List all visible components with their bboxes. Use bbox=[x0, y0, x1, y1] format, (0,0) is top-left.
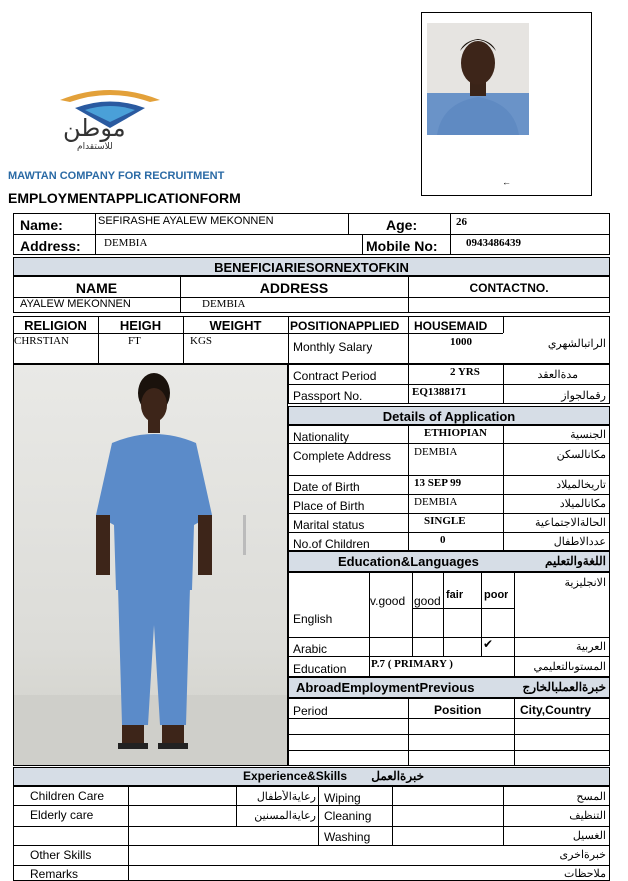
education-value: P.7 ( PRIMARY ) bbox=[371, 658, 453, 670]
arabic-label: Arabic bbox=[293, 642, 328, 656]
passport-label: Passport No. bbox=[293, 389, 363, 403]
education-header-title: Education&Languages bbox=[338, 554, 479, 569]
good-label: good bbox=[414, 594, 441, 608]
pob-value: DEMBIA bbox=[414, 496, 458, 508]
weight-value: KGS bbox=[190, 335, 213, 347]
position-value: HOUSEMAID bbox=[414, 319, 488, 333]
abroad-country-label: City,Country bbox=[520, 703, 592, 717]
abroad-period-label: Period bbox=[293, 704, 328, 718]
address-label: Address: bbox=[20, 238, 81, 254]
weight-label: WEIGHT bbox=[209, 318, 262, 333]
full-body-photo bbox=[13, 364, 288, 766]
children-value: 0 bbox=[440, 534, 446, 546]
arabic-arabic: العربية bbox=[575, 641, 606, 653]
applicant-address: DEMBIA bbox=[104, 237, 148, 249]
religion-label: RELIGION bbox=[24, 318, 87, 333]
small-mark: ← bbox=[502, 177, 511, 187]
passport-value: EQ1388171 bbox=[412, 386, 467, 398]
complete-address-value: DEMBIA bbox=[414, 446, 458, 458]
dob-label: Date of Birth bbox=[293, 480, 360, 494]
complete-address-label: Complete Address bbox=[293, 449, 392, 463]
washing-label: Washing bbox=[324, 830, 371, 844]
dob-value: 13 SEP 99 bbox=[414, 477, 462, 489]
logo-arabic-sub: للاستقدام bbox=[77, 142, 113, 152]
passport-arabic: رقمالجواز bbox=[561, 390, 606, 402]
education-header-arabic: اللغةوالتعليم bbox=[545, 554, 606, 568]
remarks-label: Remarks bbox=[30, 867, 79, 881]
vgood-label: v.good bbox=[370, 594, 406, 608]
marital-label: Marital status bbox=[293, 518, 365, 532]
children-arabic: عددالاطفال bbox=[553, 536, 606, 548]
company-logo bbox=[55, 80, 165, 160]
religion-value: CHRSTIAN bbox=[14, 335, 70, 347]
period-label: Contract Period bbox=[293, 369, 377, 383]
details-header-title: Details of Application bbox=[382, 409, 516, 424]
height-label: HEIGH bbox=[119, 318, 162, 333]
abroad-position-label: Position bbox=[434, 703, 482, 717]
form-title: EMPLOYMENTAPPLICATIONFORM bbox=[8, 190, 241, 206]
washing-arabic: الغسيل bbox=[572, 830, 606, 842]
kin-col-address: ADDRESS bbox=[259, 280, 329, 296]
pob-label: Place of Birth bbox=[293, 499, 365, 513]
period-value: 2 YRS bbox=[450, 366, 480, 378]
kin-name: AYALEW MEKONNEN bbox=[20, 298, 131, 310]
mobile-label: Mobile No: bbox=[366, 238, 438, 254]
cleaning-label: Cleaning bbox=[324, 809, 372, 823]
salary-value: 1000 bbox=[450, 336, 472, 348]
logo-arabic-name: موطن bbox=[63, 114, 126, 142]
kin-address: DEMBIA bbox=[202, 298, 246, 310]
education-label: Education bbox=[293, 662, 347, 676]
salary-label: Monthly Salary bbox=[293, 340, 373, 354]
nationality-arabic: الجنسية bbox=[570, 429, 606, 441]
wiping-arabic: المسح bbox=[576, 791, 606, 803]
passport-photo-frame bbox=[421, 12, 592, 196]
position-label: POSITIONAPPLIED bbox=[290, 319, 400, 333]
pob-arabic: مكانالميلاد bbox=[559, 498, 606, 510]
dob-arabic: تاريخالميلاد bbox=[556, 479, 606, 491]
other-skills-label: Other Skills bbox=[30, 848, 92, 862]
elderly-care-label: Elderly care bbox=[30, 808, 94, 822]
abroad-header-arabic: خبرةالعملبالخارج bbox=[522, 680, 606, 694]
kin-col-name: NAME bbox=[75, 280, 118, 296]
experience-header-title: Experience&Skills bbox=[243, 769, 348, 783]
wiping-label: Wiping bbox=[324, 791, 361, 805]
poor-label: poor bbox=[484, 589, 509, 601]
name-label: Name: bbox=[20, 217, 63, 233]
experience-header-arabic: خبرةالعمل bbox=[371, 769, 424, 783]
children-care-arabic: رعايةالأطفال bbox=[256, 791, 316, 803]
kin-col-contact: CONTACTNO. bbox=[469, 281, 549, 295]
age-label: Age: bbox=[386, 217, 418, 233]
kin-header-title: BENEFICIARIESORNEXTOFKIN bbox=[214, 260, 409, 275]
other-skills-arabic: خبرةاخرى bbox=[559, 849, 606, 861]
applicant-age: 26 bbox=[456, 216, 467, 228]
cleaning-arabic: التنظيف bbox=[569, 810, 606, 822]
nationality-value: ETHIOPIAN bbox=[424, 427, 487, 439]
education-arabic: المستوىالتعليمي bbox=[533, 661, 606, 673]
arabic-check: ✔ bbox=[483, 637, 494, 651]
salary-arabic: الراتبالشهري bbox=[547, 338, 606, 350]
applicant-name: SEFIRASHE AYALEW MEKONNEN bbox=[98, 215, 274, 227]
children-care-label: Children Care bbox=[30, 789, 105, 803]
company-name: MAWTAN COMPANY FOR RECRUITMENT bbox=[8, 170, 225, 182]
complete-address-arabic: مكانالسكن bbox=[556, 449, 606, 461]
passport-photo bbox=[427, 23, 529, 135]
english-label: English bbox=[293, 612, 333, 626]
fair-label: fair bbox=[446, 589, 464, 601]
elderly-care-arabic: رعايةالمسنين bbox=[254, 810, 316, 822]
marital-arabic: الحالةالاجتماعية bbox=[534, 517, 606, 529]
nationality-label: Nationality bbox=[293, 430, 350, 444]
remarks-arabic: ملاحظات bbox=[564, 868, 606, 880]
applicant-mobile: 0943486439 bbox=[466, 237, 521, 249]
english-arabic: الانجليزية bbox=[564, 577, 606, 589]
marital-value: SINGLE bbox=[424, 515, 466, 527]
height-value: FT bbox=[128, 335, 141, 347]
abroad-header-title: AbroadEmploymentPrevious bbox=[296, 680, 475, 695]
period-arabic: مدةالعقد bbox=[537, 369, 578, 381]
children-label: No.of Children bbox=[293, 537, 370, 551]
